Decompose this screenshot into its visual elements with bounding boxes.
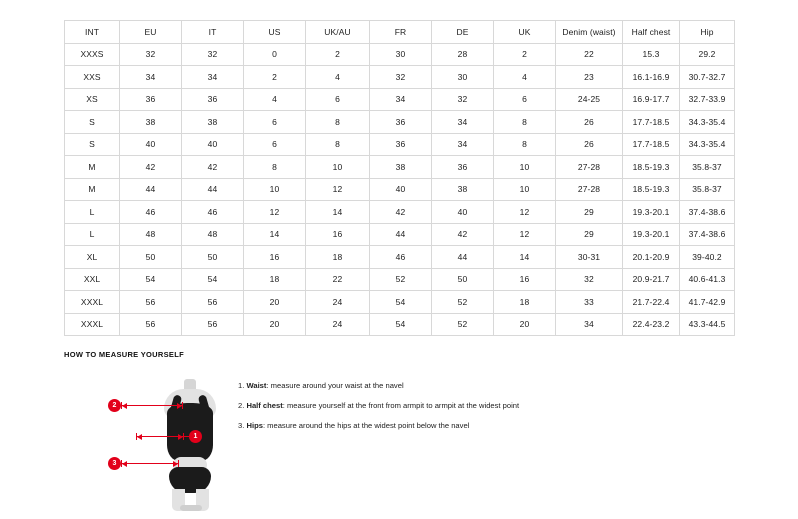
cell-fr: 36 (370, 111, 432, 134)
marker-2: 2 (108, 399, 121, 412)
hips-arrow-right-icon (173, 461, 178, 467)
cell-fr: 32 (370, 66, 432, 89)
table-row (65, 268, 735, 291)
cell-int: XXXL (65, 291, 120, 314)
cell-de: 44 (432, 246, 494, 269)
waist-arrow-left-icon (137, 434, 142, 440)
table-row (65, 313, 735, 336)
cell-us: 18 (244, 268, 306, 291)
cell-uk-au: 4 (306, 66, 370, 89)
cell-half-chest: 17.7-18.5 (623, 111, 680, 134)
cell-int: S (65, 111, 120, 134)
cell-int: L (65, 223, 120, 246)
cell-uk: 8 (494, 111, 556, 134)
cell-it: 54 (182, 268, 244, 291)
mannequin-body (136, 379, 184, 491)
cell-uk: 14 (494, 246, 556, 269)
cell-hip: 41.7-42.9 (680, 291, 735, 314)
cell-de: 42 (432, 223, 494, 246)
cell-uk: 10 (494, 178, 556, 201)
mannequin-stand-icon (180, 505, 202, 511)
cell-uk: 8 (494, 133, 556, 156)
cell-hip: 39-40.2 (680, 246, 735, 269)
cell-half-chest: 21.7-22.4 (623, 291, 680, 314)
how-to-measure-title: HOW TO MEASURE YOURSELF (64, 350, 184, 359)
cell-uk-au: 12 (306, 178, 370, 201)
cell-int: XL (65, 246, 120, 269)
cell-denim-waist: 27-28 (556, 178, 623, 201)
cell-us: 6 (244, 133, 306, 156)
measure-note-half-chest-term: Half chest (246, 401, 283, 411)
column-header-uk: UK (494, 21, 556, 44)
cell-de: 34 (432, 133, 494, 156)
waist-measure-tick-right (183, 433, 184, 440)
cell-uk: 12 (494, 201, 556, 224)
cell-hip: 32.7-33.9 (680, 88, 735, 111)
cell-eu: 44 (120, 178, 182, 201)
cell-hip: 35.8-37 (680, 156, 735, 179)
cell-us: 12 (244, 201, 306, 224)
cell-fr: 30 (370, 43, 432, 66)
cell-half-chest: 22.4-23.2 (623, 313, 680, 336)
cell-it: 50 (182, 246, 244, 269)
cell-hip: 37.4-38.6 (680, 223, 735, 246)
cell-fr: 54 (370, 291, 432, 314)
cell-uk-au: 8 (306, 133, 370, 156)
cell-eu: 32 (120, 43, 182, 66)
cell-de: 38 (432, 178, 494, 201)
cell-half-chest: 17.7-18.5 (623, 133, 680, 156)
measure-note-waist-number: 1. (238, 381, 245, 390)
measure-instructions-list (238, 371, 519, 441)
cell-de: 30 (432, 66, 494, 89)
measure-note-waist-term: Waist (246, 381, 267, 390)
cell-denim-waist: 24-25 (556, 88, 623, 111)
half-chest-arrow-right-icon (177, 403, 182, 409)
cell-hip: 29.2 (680, 43, 735, 66)
cell-eu: 34 (120, 66, 182, 89)
half-chest-arrow-left-icon (122, 403, 127, 409)
measure-note-hips-term: Hips (246, 421, 263, 431)
cell-hip: 30.7-32.7 (680, 66, 735, 89)
half-chest-measure-line (121, 405, 183, 406)
cell-denim-waist: 26 (556, 133, 623, 156)
measure-note-half-chest (238, 401, 519, 410)
cell-half-chest: 20.9-21.7 (623, 268, 680, 291)
cell-int: M (65, 178, 120, 201)
cell-fr: 34 (370, 88, 432, 111)
cell-eu: 46 (120, 201, 182, 224)
cell-uk-au: 6 (306, 88, 370, 111)
cell-uk-au: 22 (306, 268, 370, 291)
cell-it: 44 (182, 178, 244, 201)
cell-us: 20 (244, 291, 306, 314)
table-row (65, 66, 735, 89)
cell-half-chest: 20.1-20.9 (623, 246, 680, 269)
cell-hip: 40.6-41.3 (680, 268, 735, 291)
size-chart-table (64, 20, 735, 336)
cell-int: XS (65, 88, 120, 111)
table-header-row (65, 21, 735, 44)
column-header-fr: FR (370, 21, 432, 44)
cell-us: 16 (244, 246, 306, 269)
cell-int: L (65, 201, 120, 224)
cell-denim-waist: 29 (556, 201, 623, 224)
table-row (65, 223, 735, 246)
cell-fr: 40 (370, 178, 432, 201)
half-chest-measure-tick-right (182, 402, 183, 409)
table-row (65, 246, 735, 269)
mannequin-figure (106, 371, 216, 506)
cell-int: M (65, 156, 120, 179)
cell-us: 4 (244, 88, 306, 111)
cell-hip: 34.3-35.4 (680, 133, 735, 156)
cell-hip: 37.4-38.6 (680, 201, 735, 224)
cell-uk-au: 14 (306, 201, 370, 224)
measure-note-half-chest-text: : measure yourself at the front from armpit to armpit at the widest point (282, 401, 520, 411)
cell-eu: 54 (120, 268, 182, 291)
cell-it: 56 (182, 291, 244, 314)
how-to-measure-section (64, 350, 744, 506)
cell-de: 28 (432, 43, 494, 66)
cell-fr: 44 (370, 223, 432, 246)
column-header-us: US (244, 21, 306, 44)
measure-note-waist-text: : measure around your waist at the navel (266, 381, 404, 390)
cell-de: 50 (432, 268, 494, 291)
table-row (65, 178, 735, 201)
cell-fr: 46 (370, 246, 432, 269)
cell-fr: 54 (370, 313, 432, 336)
how-to-measure-body (64, 371, 744, 506)
cell-denim-waist: 30-31 (556, 246, 623, 269)
cell-de: 34 (432, 111, 494, 134)
size-chart (64, 20, 734, 336)
cell-eu: 40 (120, 133, 182, 156)
waist-arrow-right-icon (178, 434, 183, 440)
cell-it: 36 (182, 88, 244, 111)
measure-note-hips (238, 421, 519, 430)
cell-uk: 12 (494, 223, 556, 246)
cell-half-chest: 19.3-20.1 (623, 201, 680, 224)
cell-us: 20 (244, 313, 306, 336)
cell-half-chest: 18.5-19.3 (623, 178, 680, 201)
cell-fr: 52 (370, 268, 432, 291)
cell-eu: 56 (120, 291, 182, 314)
cell-fr: 42 (370, 201, 432, 224)
cell-uk: 20 (494, 313, 556, 336)
cell-denim-waist: 33 (556, 291, 623, 314)
table-row (65, 201, 735, 224)
cell-us: 10 (244, 178, 306, 201)
column-header-hip: Hip (680, 21, 735, 44)
hips-measure-line (121, 463, 179, 464)
column-header-denim-waist: Denim (waist) (556, 21, 623, 44)
cell-denim-waist: 23 (556, 66, 623, 89)
cell-de: 40 (432, 201, 494, 224)
cell-hip: 43.3-44.5 (680, 313, 735, 336)
cell-eu: 42 (120, 156, 182, 179)
column-header-half-chest: Half chest (623, 21, 680, 44)
cell-us: 8 (244, 156, 306, 179)
cell-half-chest: 19.3-20.1 (623, 223, 680, 246)
cell-denim-waist: 34 (556, 313, 623, 336)
cell-de: 52 (432, 291, 494, 314)
cell-uk: 16 (494, 268, 556, 291)
cell-fr: 36 (370, 133, 432, 156)
cell-fr: 38 (370, 156, 432, 179)
table-row (65, 88, 735, 111)
cell-uk: 2 (494, 43, 556, 66)
cell-uk-au: 16 (306, 223, 370, 246)
cell-de: 52 (432, 313, 494, 336)
hips-arrow-left-icon (122, 461, 127, 467)
cell-it: 32 (182, 43, 244, 66)
table-row (65, 291, 735, 314)
cell-it: 34 (182, 66, 244, 89)
cell-it: 40 (182, 133, 244, 156)
cell-denim-waist: 29 (556, 223, 623, 246)
cell-uk-au: 24 (306, 291, 370, 314)
cell-uk-au: 24 (306, 313, 370, 336)
cell-de: 36 (432, 156, 494, 179)
cell-denim-waist: 32 (556, 268, 623, 291)
cell-uk-au: 8 (306, 111, 370, 134)
cell-us: 14 (244, 223, 306, 246)
cell-us: 0 (244, 43, 306, 66)
cell-uk: 10 (494, 156, 556, 179)
cell-eu: 50 (120, 246, 182, 269)
cell-denim-waist: 27-28 (556, 156, 623, 179)
cell-hip: 35.8-37 (680, 178, 735, 201)
cell-hip: 34.3-35.4 (680, 111, 735, 134)
cell-it: 48 (182, 223, 244, 246)
cell-uk-au: 2 (306, 43, 370, 66)
cell-int: XXXL (65, 313, 120, 336)
cell-half-chest: 16.9-17.7 (623, 88, 680, 111)
cell-uk: 6 (494, 88, 556, 111)
cell-int: S (65, 133, 120, 156)
cell-uk-au: 18 (306, 246, 370, 269)
cell-int: XXXS (65, 43, 120, 66)
cell-it: 46 (182, 201, 244, 224)
cell-uk: 18 (494, 291, 556, 314)
cell-int: XXS (65, 66, 120, 89)
cell-half-chest: 16.1-16.9 (623, 66, 680, 89)
cell-it: 38 (182, 111, 244, 134)
cell-uk-au: 10 (306, 156, 370, 179)
column-header-it: IT (182, 21, 244, 44)
cell-eu: 36 (120, 88, 182, 111)
cell-denim-waist: 22 (556, 43, 623, 66)
column-header-eu: EU (120, 21, 182, 44)
cell-denim-waist: 26 (556, 111, 623, 134)
column-header-int: INT (65, 21, 120, 44)
measure-note-hips-number: 3. (238, 421, 245, 431)
cell-de: 32 (432, 88, 494, 111)
column-header-de: DE (432, 21, 494, 44)
table-row (65, 133, 735, 156)
cell-int: XXL (65, 268, 120, 291)
cell-us: 2 (244, 66, 306, 89)
measure-note-half-chest-number: 2. (238, 401, 245, 411)
cell-half-chest: 18.5-19.3 (623, 156, 680, 179)
cell-eu: 48 (120, 223, 182, 246)
hips-measure-tick-right (178, 460, 179, 467)
marker-3: 3 (108, 457, 121, 470)
table-row (65, 43, 735, 66)
column-header-uk-au: UK/AU (306, 21, 370, 44)
cell-uk: 4 (494, 66, 556, 89)
table-row (65, 156, 735, 179)
cell-it: 42 (182, 156, 244, 179)
marker-1: 1 (189, 430, 202, 443)
cell-it: 56 (182, 313, 244, 336)
cell-half-chest: 15.3 (623, 43, 680, 66)
table-row (65, 111, 735, 134)
cell-eu: 56 (120, 313, 182, 336)
measure-note-hips-text: : measure around the hips at the widest point below the navel (262, 421, 470, 431)
cell-eu: 38 (120, 111, 182, 134)
cell-us: 6 (244, 111, 306, 134)
measure-note-waist (238, 381, 519, 390)
